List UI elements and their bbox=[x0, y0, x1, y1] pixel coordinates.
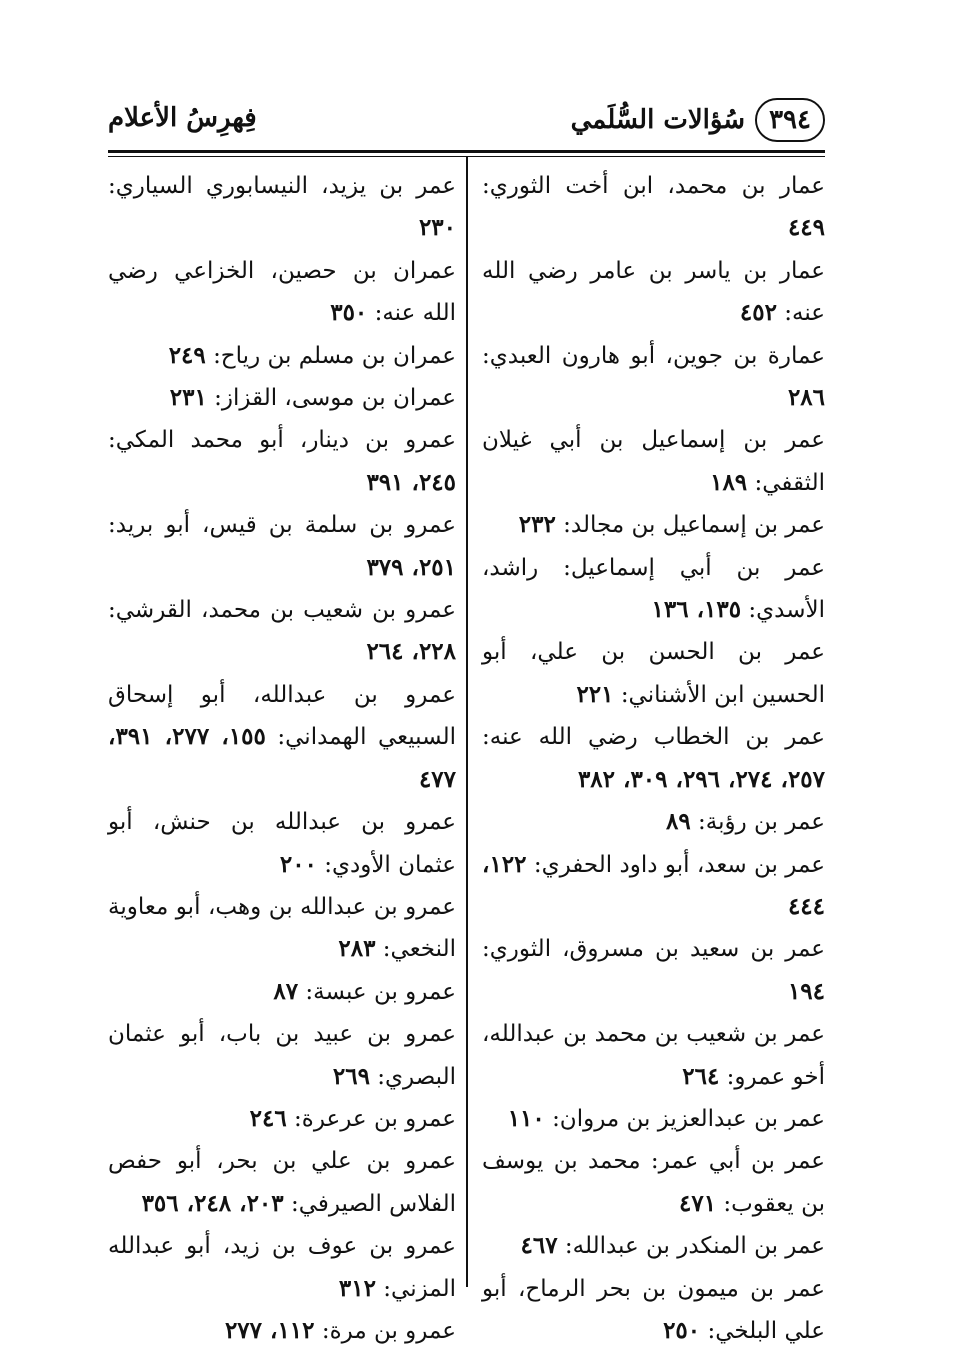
left-column bbox=[108, 165, 456, 1352]
index-entry bbox=[108, 1013, 456, 1098]
index-entry bbox=[108, 419, 456, 504]
index-entry bbox=[482, 844, 825, 929]
entry-pages: ٢٥٧، ٢٧٤، ٢٩٦، ٣٠٩، ٣٨٢ bbox=[577, 765, 825, 793]
entry-name: عمر بن المنكدر بن عبدالله: bbox=[564, 1233, 825, 1260]
entry-pages: ١١٠ bbox=[507, 1104, 545, 1132]
entry-pages: ٢٣١ bbox=[169, 384, 207, 412]
entry-pages: ٢٤٩ bbox=[168, 341, 206, 369]
entry-name: عمار بن ياسر بن عامر رضي الله عنه: bbox=[482, 257, 825, 327]
entry-pages: ٢٢١ bbox=[576, 680, 614, 708]
entry-name: عمر بن عبدالعزيز بن مروان: bbox=[552, 1105, 825, 1132]
index-entry bbox=[108, 1098, 456, 1140]
entry-pages: ٢٨٦ bbox=[787, 384, 825, 412]
entry-name: عمرو بن شعيب بن محمد، القرشي: bbox=[108, 597, 456, 624]
entry-name: عمرو بن عبيد بن باب، أبو عثمان البصري: bbox=[108, 1021, 456, 1090]
index-entry bbox=[482, 801, 825, 843]
book-title: سُؤالات السُّلَمي bbox=[570, 105, 746, 135]
entry-pages: ٢٦٤ bbox=[682, 1062, 720, 1090]
index-entry bbox=[108, 250, 456, 335]
index-title: فِهرِسُ الأعلام bbox=[108, 103, 257, 133]
index-entry bbox=[482, 250, 825, 335]
index-entry bbox=[482, 419, 825, 504]
entry-pages: ٤٧١ bbox=[678, 1189, 717, 1217]
entry-pages: ٢٢٨، ٢٦٤ bbox=[366, 638, 456, 666]
entry-name: عمر بن إسماعيل بن أبي غيلان الثقفي: bbox=[482, 427, 825, 496]
entry-pages: ٢٤٥، ٣٩١ bbox=[366, 468, 456, 496]
entry-name: عمر بن شعيب بن محمد بن عبدالله، أخو عمرو: bbox=[482, 1021, 825, 1090]
entry-pages: ٢٠٠ bbox=[279, 850, 317, 878]
entry-pages: ٢٠٣، ٢٤٨، ٣٥٦ bbox=[141, 1189, 284, 1217]
entry-pages: ١١٢، ٢٧٧ bbox=[224, 1316, 315, 1344]
entry-name: عمارة بن جوين، أبو هارون العبدي: bbox=[482, 342, 825, 369]
entry-name: عمرو بن عوف بن زيد، أبو عبدالله المزني: bbox=[108, 1233, 456, 1302]
entry-name: عمرو بن عبدالله بن وهب، أبو معاوية النخعي: bbox=[108, 893, 456, 963]
entry-name: عمر بن يزيد، النيسابوري السياري: bbox=[108, 173, 456, 199]
index-entry bbox=[108, 1310, 456, 1352]
entry-pages: ٢٣٠ bbox=[418, 214, 456, 242]
entry-name: عمر بن سعيد بن مسروق، الثوري: bbox=[482, 936, 825, 963]
index-entry bbox=[482, 631, 825, 716]
entry-name: عمران بن موسى، القزاز: bbox=[214, 385, 456, 412]
right-column bbox=[482, 165, 825, 1352]
entry-pages: ١٣٥، ١٣٦ bbox=[651, 596, 742, 624]
header-right bbox=[571, 98, 825, 142]
entry-pages: ١٨٩ bbox=[710, 468, 748, 496]
entry-name: عمر بن الخطاب رضي الله عنه: bbox=[482, 724, 825, 751]
index-entry bbox=[482, 504, 825, 546]
index-entry bbox=[482, 547, 825, 632]
entry-pages: ٨٧ bbox=[273, 977, 299, 1005]
entry-pages: ١٩٤ bbox=[787, 977, 825, 1005]
index-entry bbox=[108, 165, 456, 250]
entry-name: عمر بن رؤبة: bbox=[698, 809, 825, 836]
entry-pages: ١٥٥، ٢٧٧، ٣٩١، ٤٧٧ bbox=[108, 723, 456, 793]
entry-pages: ٢٥١، ٣٧٩ bbox=[366, 553, 456, 581]
entry-name: عمرو بن علي بن بحر، أبو حفص الفلاس الصيرفي: bbox=[108, 1148, 456, 1217]
index-entry bbox=[108, 504, 456, 589]
entry-name: عمر بن ميمون بن بحر الرماح، أبو علي البلخي: bbox=[482, 1275, 825, 1344]
entry-pages: ٤٦٧ bbox=[520, 1232, 558, 1260]
index-entry bbox=[108, 377, 456, 419]
entry-name: عمرو بن عبدالله بن حنش، أبو عثمان الأودي: bbox=[108, 809, 456, 878]
index-entry bbox=[108, 1225, 456, 1310]
entry-name: عمر بن سعد، أبو داود الحفري: bbox=[533, 851, 826, 878]
entry-name: عمرو بن عبسة: bbox=[305, 978, 456, 1005]
entry-name: عمرو بن مرة: bbox=[321, 1317, 456, 1344]
entry-name: عمران بن مسلم بن رياح: bbox=[213, 342, 456, 369]
entry-name: عمر بن أبي إسماعيل: راشد، الأسدي: bbox=[482, 554, 825, 624]
index-entry bbox=[482, 1140, 825, 1225]
index-entry bbox=[482, 335, 825, 420]
entry-pages: ٣٥٠ bbox=[330, 299, 368, 327]
entry-pages: ٣١٢ bbox=[338, 1274, 376, 1302]
index-entry bbox=[108, 971, 456, 1013]
index-entry bbox=[108, 589, 456, 674]
entry-pages: ٢٣٢ bbox=[518, 511, 556, 539]
index-entry bbox=[482, 1013, 825, 1098]
index-entry bbox=[108, 1140, 456, 1225]
entry-name: عمران بن حصين، الخزاعي رضي الله عنه: bbox=[108, 257, 456, 327]
index-entry bbox=[482, 716, 825, 801]
entry-pages: ٢٥٠ bbox=[663, 1316, 701, 1344]
entry-name: عمر بن الحسن بن علي، أبو الحسين ابن الأشناني: bbox=[482, 639, 825, 708]
entry-pages: ١٢٢، ٤٤٤ bbox=[482, 850, 825, 920]
entry-pages: ٢٦٩ bbox=[332, 1062, 370, 1090]
column-divider bbox=[466, 157, 468, 1287]
entry-pages: ٤٤٩ bbox=[787, 214, 825, 242]
index-entry bbox=[482, 165, 825, 250]
entry-pages: ٨٩ bbox=[666, 808, 691, 836]
entry-name: عمرو بن سلمة بن قيس، أبو بريد: bbox=[108, 512, 456, 539]
header-rule-thick bbox=[108, 150, 825, 153]
index-entry bbox=[108, 335, 456, 377]
page-header bbox=[108, 98, 825, 154]
entry-pages: ٢٤٦ bbox=[249, 1104, 287, 1132]
entry-name: عمرو بن دينار، أبو محمد المكي: bbox=[108, 427, 456, 454]
entry-name: عمر بن إسماعيل بن مجالد: bbox=[563, 512, 825, 539]
entry-pages: ٤٥٢ bbox=[739, 299, 777, 327]
index-entry bbox=[108, 801, 456, 886]
entry-name: عمر بن أبي عمر: محمد بن يوسف بن يعقوب: bbox=[482, 1148, 825, 1217]
entry-name: عمرو بن عرعرة: bbox=[294, 1105, 456, 1132]
index-entry bbox=[108, 886, 456, 971]
entry-name: عمار بن محمد، ابن أخت الثوري: bbox=[482, 173, 825, 199]
index-entry bbox=[482, 1268, 825, 1353]
index-entry bbox=[482, 1225, 825, 1267]
page-number-badge: ٣٩٤ bbox=[755, 98, 825, 142]
index-entry bbox=[482, 928, 825, 1013]
index-entry bbox=[482, 1098, 825, 1140]
index-entry bbox=[108, 674, 456, 801]
entry-pages: ٢٨٣ bbox=[338, 935, 376, 963]
entry-name: عمرو بن عبدالله، أبو إسحاق السبيعي الهمداني: bbox=[108, 681, 457, 751]
